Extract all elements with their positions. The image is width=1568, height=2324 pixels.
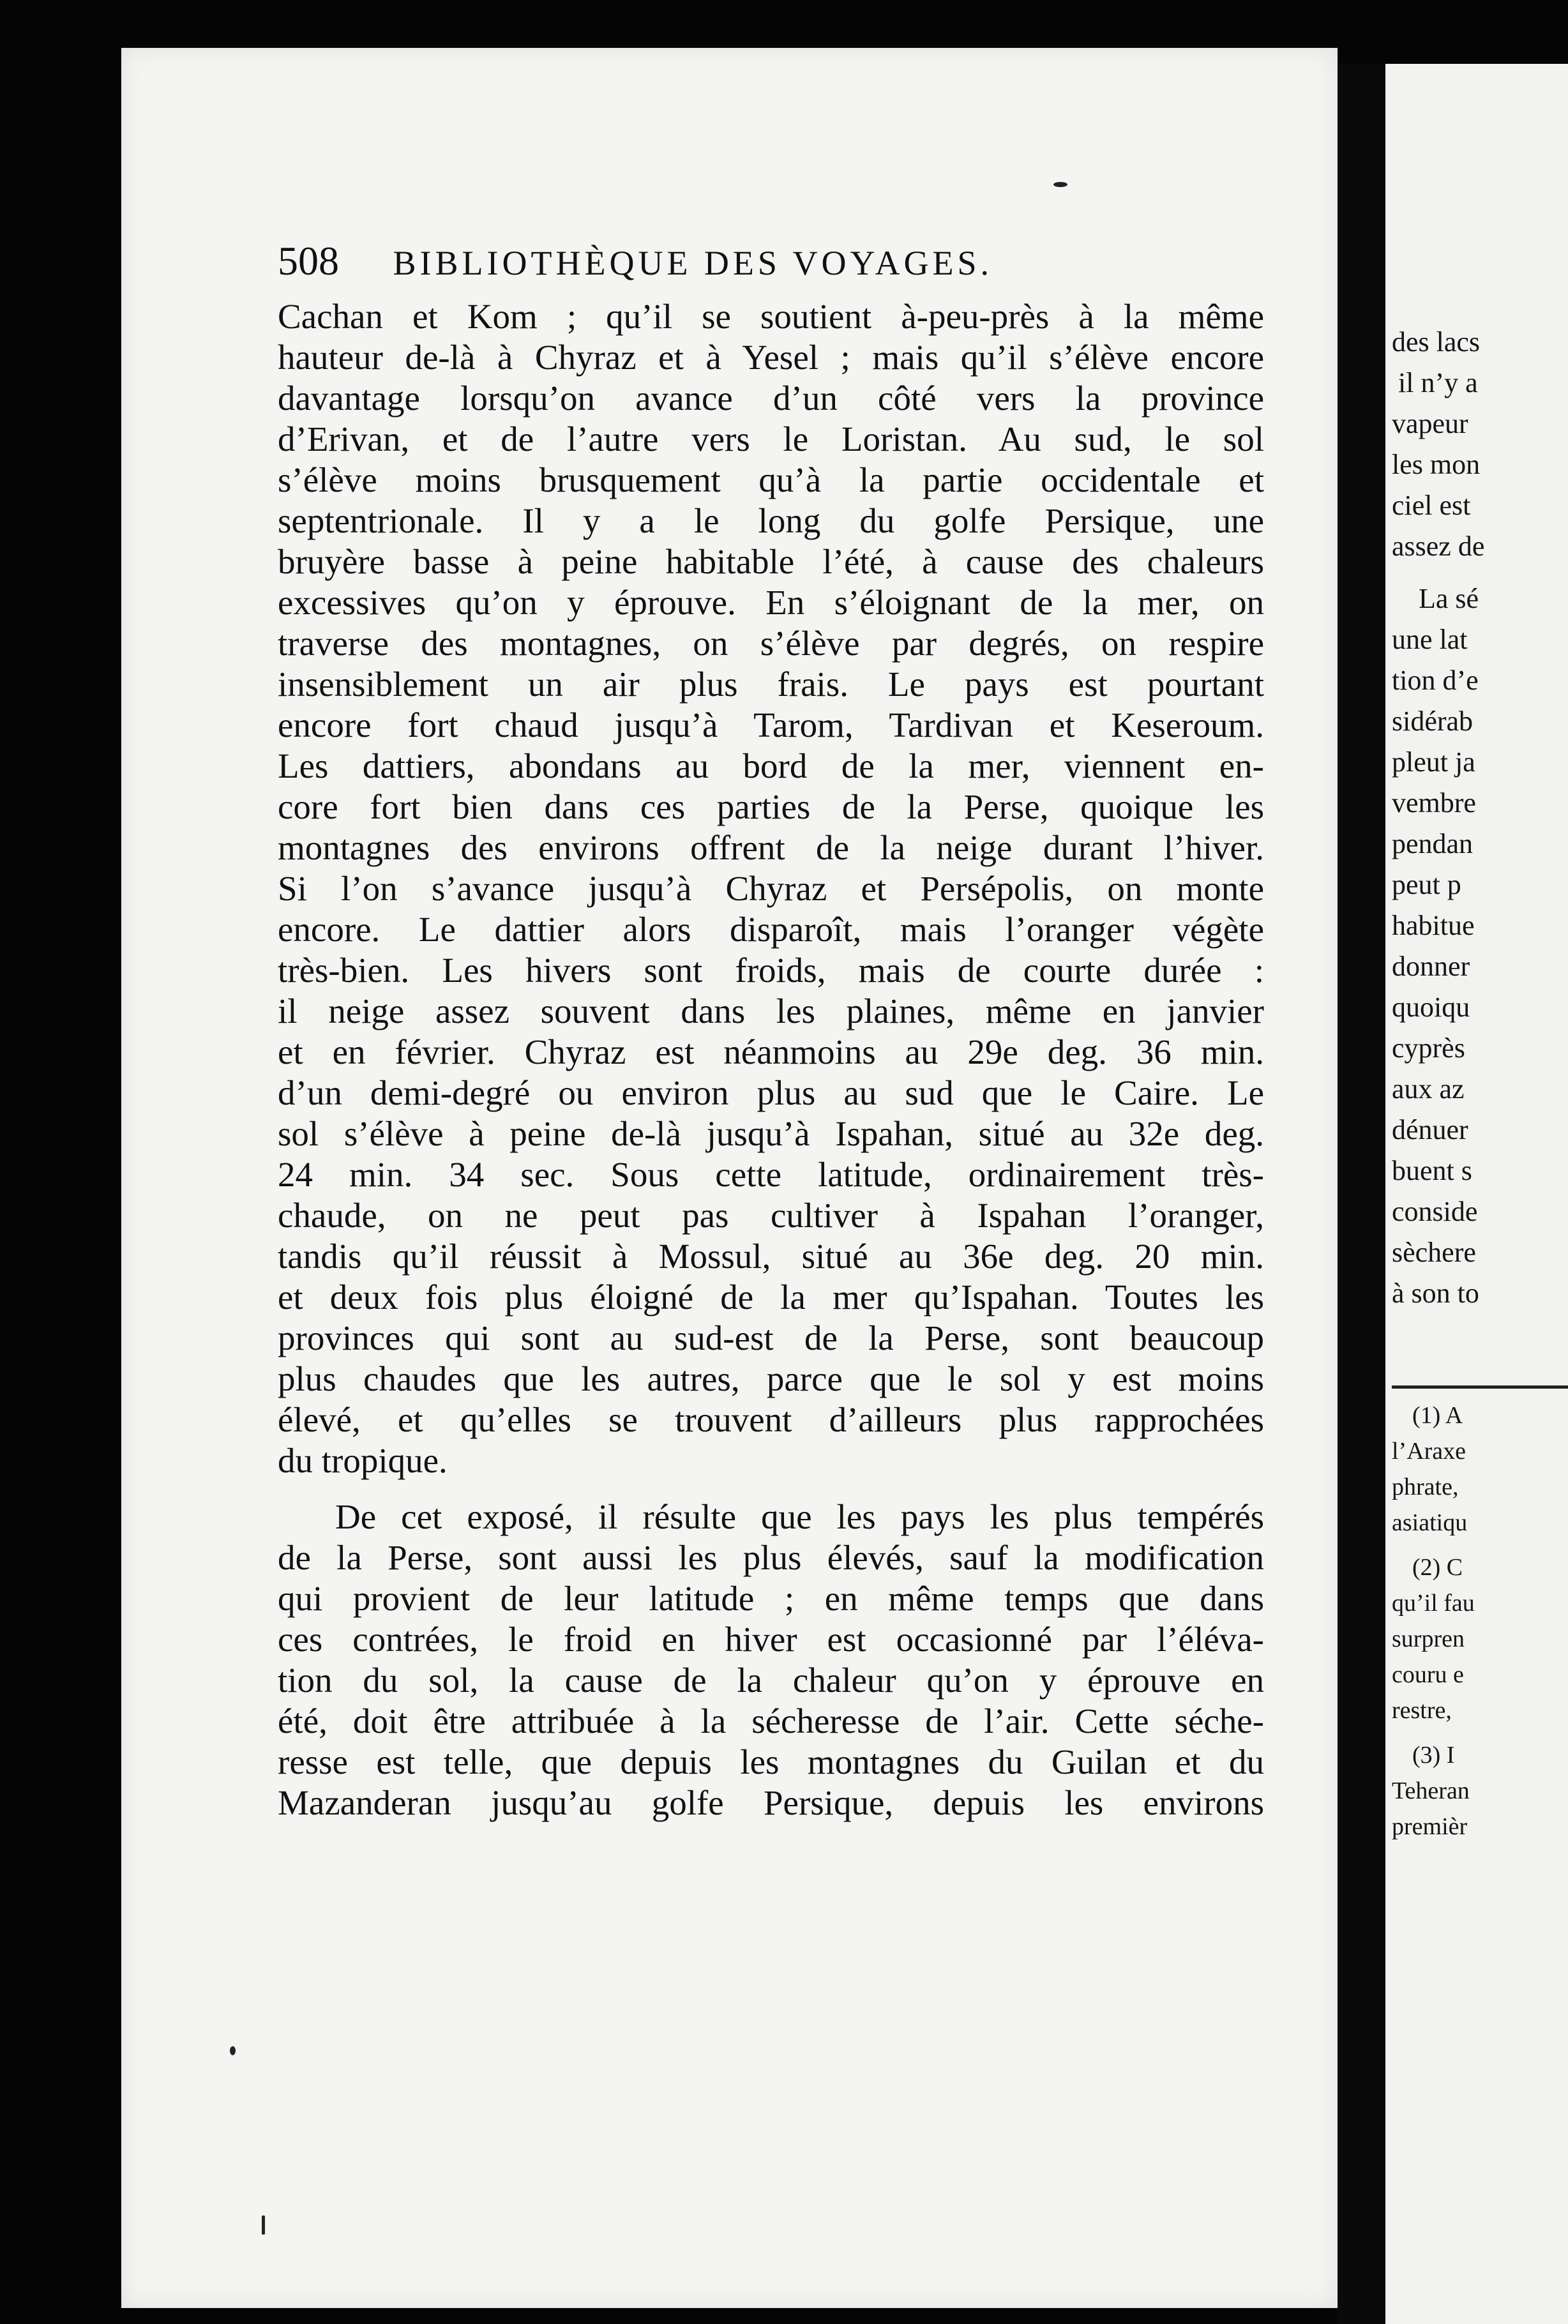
- right-page-text-line: ciel est: [1392, 490, 1471, 521]
- right-page: [1385, 64, 1568, 2324]
- text-line: Si l’on s’avance jusqu’à Chyraz et Persépolis, on monte: [278, 871, 1264, 908]
- text-line: du tropique.: [278, 1443, 448, 1480]
- right-page-text-line: cyprès: [1392, 1032, 1465, 1064]
- right-page-footnote-line: phrate,: [1392, 1474, 1459, 1500]
- text-line: encore fort chaud jusqu’à Tarom, Tardivan et Keseroum.: [278, 707, 1264, 744]
- text-line: d’un demi-degré ou environ plus au sud que le Caire. Le: [278, 1075, 1264, 1112]
- right-page-text-line: donner: [1392, 951, 1470, 982]
- running-title: BIBLIOTHÈQUE DES VOYAGES.: [393, 244, 993, 282]
- text-line: qui provient de leur latitude ; en même temps que dans: [278, 1581, 1264, 1618]
- text-line: septentrionale. Il y a le long du golfe Persique, une: [278, 503, 1264, 540]
- right-page-text-line: conside: [1392, 1196, 1478, 1227]
- text-line: hauteur de-là à Chyraz et à Yesel ; mais qu’il s’élève encore: [278, 340, 1264, 377]
- right-page-text-line: pleut ja: [1392, 746, 1475, 778]
- text-line: bruyère basse à peine habitable l’été, à cause des chaleurs: [278, 544, 1264, 581]
- text-line: tandis qu’il réussit à Mossul, situé au 36e deg. 20 min.: [278, 1239, 1264, 1276]
- right-page-text-line: dénuer: [1392, 1114, 1468, 1145]
- right-page-footnote-line: asiatiqu: [1392, 1509, 1468, 1536]
- scan-speck: [1053, 182, 1067, 187]
- right-page-text-line: vapeur: [1392, 408, 1468, 439]
- text-line: resse est telle, que depuis les montagnes du Guilan et du: [278, 1744, 1264, 1781]
- text-line: core fort bien dans ces parties de la Perse, quoique les: [278, 789, 1264, 826]
- paragraph-gap: [278, 1484, 1264, 1499]
- right-page-text-line: il n’y a: [1398, 367, 1478, 398]
- page-number: 508: [278, 238, 339, 283]
- right-page-text-line: vembre: [1392, 787, 1476, 819]
- text-line: encore. Le dattier alors disparoît, mais l’oranger végète: [278, 912, 1264, 949]
- right-page-footnote-line: restre,: [1392, 1697, 1452, 1724]
- right-page-footnote-line: l’Araxe: [1392, 1438, 1466, 1465]
- text-line: sol s’élève à peine de-là jusqu’à Ispahan, situé au 32e deg.: [278, 1116, 1264, 1153]
- right-page-text-line: quoiqu: [1392, 992, 1470, 1023]
- right-page-text-line: sidérab: [1392, 706, 1474, 737]
- right-page-footnote-line: couru e: [1392, 1661, 1464, 1688]
- text-line: très-bien. Les hivers sont froids, mais de courte durée :: [278, 953, 1264, 990]
- right-page-text-line: assez de: [1392, 531, 1485, 562]
- text-line: traverse des montagnes, on s’élève par degrés, on respire: [278, 626, 1264, 663]
- text-line: Mazanderan jusqu’au golfe Persique, depuis les environs: [278, 1785, 1264, 1822]
- text-line: montagnes des environs offrent de la neige durant l’hiver.: [278, 830, 1264, 867]
- right-page-footnote-line: (2) C: [1412, 1554, 1463, 1581]
- text-line: s’élève moins brusquement qu’à la partie occidentale et: [278, 462, 1264, 499]
- page-gutter: [1338, 64, 1385, 2324]
- right-page-text-line: aux az: [1392, 1073, 1465, 1105]
- scan-speck: [230, 2046, 236, 2055]
- right-page-footnote-line: Teheran: [1392, 1777, 1470, 1804]
- right-page-text-line: une lat: [1392, 624, 1468, 655]
- text-line: Cachan et Kom ; qu’il se soutient à-peu-près à la même: [278, 299, 1264, 336]
- right-page-text-line: peut p: [1392, 869, 1461, 900]
- right-page-text-line: les mon: [1392, 449, 1481, 480]
- right-page-text-line: pendan: [1392, 828, 1474, 859]
- text-line: insensiblement un air plus frais. Le pays est pourtant: [278, 667, 1264, 704]
- right-page-footnote-line: (1) A: [1412, 1402, 1463, 1429]
- text-line: provinces qui sont au sud-est de la Perse, sont beaucoup: [278, 1320, 1264, 1357]
- right-page-text-line: sèchere: [1392, 1237, 1476, 1268]
- right-page-footnote-line: premièr: [1392, 1813, 1468, 1840]
- text-line: 24 min. 34 sec. Sous cette latitude, ordinairement très-: [278, 1157, 1264, 1194]
- text-line: chaude, on ne peut pas cultiver à Ispahan l’oranger,: [278, 1198, 1264, 1235]
- footnote-rule: [1392, 1385, 1568, 1389]
- running-head: [278, 238, 1235, 289]
- right-page-text-line: habitue: [1392, 910, 1475, 941]
- text-line: De cet exposé, il résulte que les pays les plus tempérés: [335, 1499, 1264, 1536]
- text-line: et en février. Chyraz est néanmoins au 29e deg. 36 min.: [278, 1034, 1264, 1071]
- right-page-footnote-line: surpren: [1392, 1626, 1465, 1652]
- right-page-text-line: à son to: [1392, 1278, 1479, 1309]
- right-page-text-line: tion d’e: [1392, 665, 1479, 696]
- right-page-footnote-line: (3) I: [1412, 1742, 1455, 1769]
- text-line: et deux fois plus éloigné de la mer qu’Ispahan. Toutes les: [278, 1279, 1264, 1317]
- text-line: d’Erivan, et de l’autre vers le Loristan. Au sud, le sol: [278, 421, 1264, 458]
- text-line: été, doit être attribuée à la sécheresse de l’air. Cette séche-: [278, 1703, 1264, 1740]
- text-line: élevé, et qu’elles se trouvent d’ailleurs plus rapprochées: [278, 1402, 1264, 1439]
- text-line: excessives qu’on y éprouve. En s’éloignant de la mer, on: [278, 585, 1264, 622]
- scan-speck: [262, 2215, 265, 2235]
- text-line: tion du sol, la cause de la chaleur qu’on y éprouve en: [278, 1663, 1264, 1700]
- text-line: il neige assez souvent dans les plaines, même en janvier: [278, 993, 1264, 1030]
- right-page-text-line: buent s: [1392, 1155, 1472, 1186]
- text-line: plus chaudes que les autres, parce que le sol y est moins: [278, 1361, 1264, 1398]
- right-page-text-line: des lacs: [1392, 326, 1481, 358]
- right-page-footnote-line: qu’il fau: [1392, 1590, 1475, 1617]
- text-line: davantage lorsqu’on avance d’un côté vers la province: [278, 381, 1264, 418]
- text-line: Les dattiers, abondans au bord de la mer, viennent en-: [278, 748, 1264, 785]
- text-line: ces contrées, le froid en hiver est occasionné par l’éléva-: [278, 1622, 1264, 1659]
- right-page-text-line: La sé: [1419, 583, 1479, 614]
- text-line: de la Perse, sont aussi les plus élevés, sauf la modification: [278, 1540, 1264, 1577]
- body-text: [278, 299, 1264, 1826]
